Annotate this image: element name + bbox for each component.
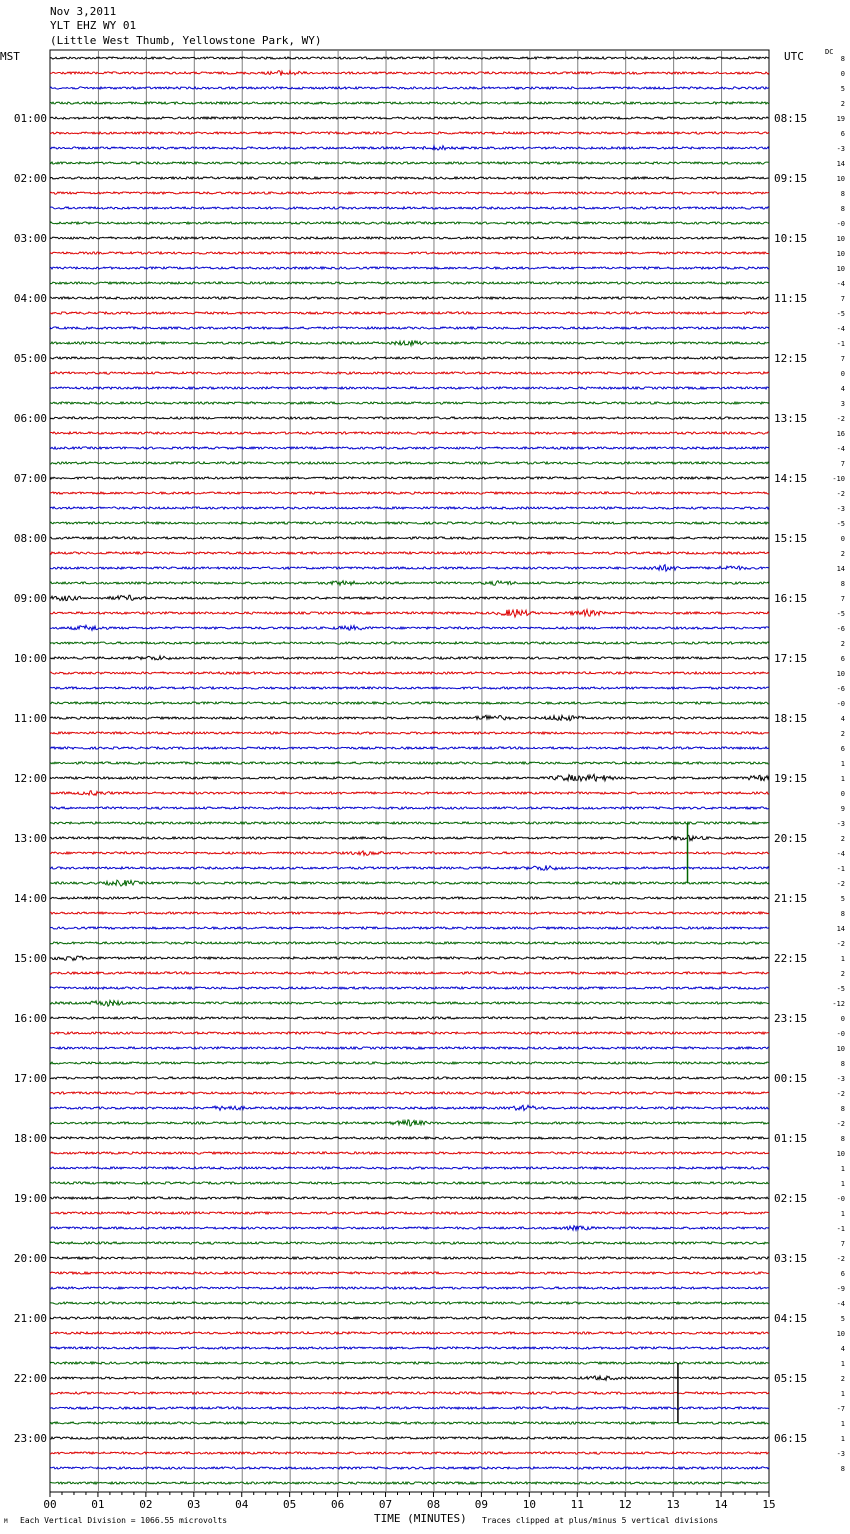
dc-offset-value: -4 bbox=[836, 850, 845, 858]
dc-offset-value: -2 bbox=[836, 415, 845, 423]
trace-row bbox=[50, 57, 769, 59]
trace-row bbox=[50, 327, 769, 329]
dc-offset-value: 2 bbox=[840, 730, 845, 738]
dc-offset-value: -4 bbox=[836, 445, 845, 453]
trace-row bbox=[50, 672, 769, 674]
dc-offset-value: 14 bbox=[836, 160, 845, 168]
trace-row bbox=[50, 447, 769, 449]
dc-offset-value: -6 bbox=[836, 685, 845, 693]
dc-offset-value: -0 bbox=[836, 220, 845, 228]
dc-offset-value: -4 bbox=[836, 1300, 845, 1308]
dc-offset-value: 9 bbox=[840, 805, 845, 813]
chart-location: (Little West Thumb, Yellowstone Park, WY) bbox=[50, 34, 322, 47]
dc-offset-value: -5 bbox=[836, 610, 845, 618]
mst-hour-label: 21:00 bbox=[13, 1312, 47, 1325]
trace-row bbox=[50, 732, 769, 734]
trace-row bbox=[50, 432, 769, 434]
mst-hour-label: 16:00 bbox=[13, 1012, 47, 1025]
mst-hour-label: 19:00 bbox=[13, 1192, 47, 1205]
dc-offset-value: 0 bbox=[840, 70, 845, 78]
trace-row bbox=[50, 625, 769, 630]
utc-hour-label: 23:15 bbox=[774, 1012, 808, 1025]
dc-offset-value: -10 bbox=[832, 475, 845, 483]
mst-hour-label: 09:00 bbox=[13, 592, 47, 605]
trace-row bbox=[50, 702, 769, 704]
x-tick-label: 04 bbox=[235, 1498, 249, 1511]
trace-row bbox=[50, 715, 769, 720]
trace-row bbox=[50, 387, 769, 389]
x-tick-label: 13 bbox=[666, 1498, 680, 1511]
dc-offset-value: 4 bbox=[840, 1345, 845, 1353]
trace-row bbox=[50, 762, 769, 764]
trace-row bbox=[50, 912, 769, 914]
trace-row bbox=[50, 1376, 769, 1380]
mst-hour-label: 14:00 bbox=[13, 892, 47, 905]
dc-offset-value: 0 bbox=[840, 370, 845, 378]
x-axis-title: TIME (MINUTES) bbox=[374, 1512, 467, 1525]
dc-offset-value: 4 bbox=[840, 715, 845, 723]
dc-offset-value: 10 bbox=[836, 1150, 845, 1158]
mst-hour-label: 22:00 bbox=[13, 1372, 47, 1385]
utc-hour-label: 19:15 bbox=[774, 772, 808, 785]
x-tick-label: 11 bbox=[570, 1498, 584, 1511]
dc-offset-value: -2 bbox=[836, 490, 845, 498]
trace-row bbox=[50, 552, 769, 554]
trace-row bbox=[50, 162, 769, 164]
dc-offset-value: 2 bbox=[840, 550, 845, 558]
trace-row bbox=[50, 1152, 769, 1154]
trace-row bbox=[50, 477, 769, 479]
dc-offset-value: -3 bbox=[836, 1450, 845, 1458]
dc-offset-value: -1 bbox=[836, 865, 845, 873]
trace-row bbox=[50, 522, 769, 524]
dc-offset-value: -5 bbox=[836, 520, 845, 528]
dc-offset-value: 1 bbox=[840, 1180, 845, 1188]
trace-row bbox=[50, 1392, 769, 1394]
trace-row bbox=[50, 747, 769, 749]
utc-hour-label: 18:15 bbox=[774, 712, 808, 725]
dc-offset-value: -5 bbox=[836, 310, 845, 318]
trace-row bbox=[50, 1017, 769, 1019]
dc-offset-value: -5 bbox=[836, 985, 845, 993]
mst-hour-label: 03:00 bbox=[13, 232, 47, 245]
trace-row bbox=[50, 1482, 769, 1484]
trace-row bbox=[50, 117, 769, 119]
trace-row bbox=[50, 132, 769, 134]
trace-row bbox=[50, 880, 769, 886]
trace-row bbox=[50, 1242, 769, 1244]
mst-hour-label: 23:00 bbox=[13, 1432, 47, 1445]
mst-hour-label: 15:00 bbox=[13, 952, 47, 965]
chart-station: YLT EHZ WY 01 bbox=[50, 19, 137, 32]
utc-hour-label: 16:15 bbox=[774, 592, 808, 605]
dc-offset-value: -2 bbox=[836, 1255, 845, 1263]
dc-offset-value: 0 bbox=[840, 790, 845, 798]
utc-hour-label: 12:15 bbox=[774, 352, 808, 365]
x-tick-label: 15 bbox=[762, 1498, 776, 1511]
trace-row bbox=[50, 1452, 769, 1454]
mst-hour-label: 10:00 bbox=[13, 652, 47, 665]
dc-offset-value: -3 bbox=[836, 1075, 845, 1083]
utc-hour-label: 10:15 bbox=[774, 232, 808, 245]
dc-offset-value: -2 bbox=[836, 1120, 845, 1128]
trace-row bbox=[50, 1407, 769, 1409]
dc-offset-value: 1 bbox=[840, 775, 845, 783]
chart-date: Nov 3,2011 bbox=[50, 5, 117, 18]
mst-axis-label: MST bbox=[0, 50, 20, 63]
dc-offset-value: 4 bbox=[840, 385, 845, 393]
dc-offset-value: 7 bbox=[840, 1240, 845, 1248]
trace-row bbox=[50, 774, 769, 781]
trace-row bbox=[50, 71, 769, 76]
x-tick-label: 01 bbox=[91, 1498, 105, 1511]
trace-row bbox=[50, 807, 769, 809]
trace-row bbox=[50, 252, 769, 254]
dc-offset-value: 8 bbox=[840, 1060, 845, 1068]
trace-row bbox=[50, 297, 769, 299]
x-tick-label: 03 bbox=[187, 1498, 201, 1511]
trace-row bbox=[50, 1226, 769, 1231]
trace-row bbox=[50, 1137, 769, 1139]
dc-offset-value: -0 bbox=[836, 700, 845, 708]
trace-row bbox=[50, 417, 769, 419]
dc-offset-value: 7 bbox=[840, 460, 845, 468]
mst-hour-label: 11:00 bbox=[13, 712, 47, 725]
dc-offset-value: 2 bbox=[840, 640, 845, 648]
trace-row bbox=[50, 237, 769, 239]
dc-offset-value: -3 bbox=[836, 820, 845, 828]
trace-row bbox=[50, 1317, 769, 1319]
utc-hour-label: 17:15 bbox=[774, 652, 808, 665]
dc-offset-value: 5 bbox=[840, 1315, 845, 1323]
trace-row bbox=[50, 192, 769, 194]
utc-hour-label: 05:15 bbox=[774, 1372, 808, 1385]
dc-offset-value: 1 bbox=[840, 1435, 845, 1443]
trace-row bbox=[50, 1272, 769, 1274]
trace-row bbox=[50, 87, 769, 89]
trace-row bbox=[50, 537, 769, 539]
mst-hour-label: 08:00 bbox=[13, 532, 47, 545]
trace-row bbox=[50, 102, 769, 104]
dc-offset-value: 14 bbox=[836, 565, 845, 573]
mst-hour-label: 06:00 bbox=[13, 412, 47, 425]
mst-hour-label: 01:00 bbox=[13, 112, 47, 125]
trace-row bbox=[50, 1047, 769, 1049]
dc-offset-value: 10 bbox=[836, 235, 845, 243]
mst-hour-label: 07:00 bbox=[13, 472, 47, 485]
dc-offset-value: 8 bbox=[840, 580, 845, 588]
x-tick-label: 05 bbox=[283, 1498, 297, 1511]
utc-hour-label: 21:15 bbox=[774, 892, 808, 905]
dc-offset-value: 10 bbox=[836, 250, 845, 258]
trace-row bbox=[50, 1347, 769, 1349]
x-tick-label: 10 bbox=[522, 1498, 536, 1511]
dc-offset-value: 6 bbox=[840, 1270, 845, 1278]
trace-row bbox=[50, 1422, 769, 1424]
trace-row bbox=[50, 207, 769, 209]
dc-offset-value: 1 bbox=[840, 1420, 845, 1428]
utc-hour-label: 01:15 bbox=[774, 1132, 808, 1145]
trace-row bbox=[50, 340, 769, 345]
dc-offset-value: 1 bbox=[840, 1390, 845, 1398]
utc-hour-label: 09:15 bbox=[774, 172, 808, 185]
trace-row bbox=[50, 927, 769, 929]
trace-row bbox=[50, 687, 769, 689]
dc-offset-value: -4 bbox=[836, 325, 845, 333]
utc-hour-label: 15:15 bbox=[774, 532, 808, 545]
dc-offset-value: 1 bbox=[840, 760, 845, 768]
trace-row bbox=[50, 642, 769, 644]
trace-row bbox=[50, 897, 769, 899]
dc-offset-value: 8 bbox=[840, 1135, 845, 1143]
trace-row bbox=[50, 1362, 769, 1364]
mst-hour-label: 04:00 bbox=[13, 292, 47, 305]
dc-offset-value: 1 bbox=[840, 1210, 845, 1218]
trace-row bbox=[50, 581, 769, 585]
trace-row bbox=[50, 177, 769, 179]
dc-offset-value: 7 bbox=[840, 595, 845, 603]
dc-offset-value: 6 bbox=[840, 130, 845, 138]
dc-offset-value: 2 bbox=[840, 835, 845, 843]
trace-row bbox=[50, 972, 769, 974]
dc-offset-value: 10 bbox=[836, 1330, 845, 1338]
x-tick-label: 14 bbox=[714, 1498, 728, 1511]
trace-row bbox=[50, 312, 769, 314]
dc-offset-value: 1 bbox=[840, 955, 845, 963]
trace-row bbox=[50, 222, 769, 224]
dc-offset-value: 10 bbox=[836, 265, 845, 273]
dc-offset-value: -6 bbox=[836, 625, 845, 633]
dc-offset-value: 8 bbox=[840, 190, 845, 198]
trace-row bbox=[50, 1062, 769, 1064]
dc-offset-value: -12 bbox=[832, 1000, 845, 1008]
footer-scale-note: Each Vertical Division = 1066.55 microvolts bbox=[20, 1516, 228, 1525]
plot-frame bbox=[50, 50, 769, 1492]
dc-offset-value: 0 bbox=[840, 535, 845, 543]
utc-hour-label: 06:15 bbox=[774, 1432, 808, 1445]
dc-offset-value: 10 bbox=[836, 1045, 845, 1053]
trace-row bbox=[50, 372, 769, 374]
dc-offset-value: -7 bbox=[836, 1405, 845, 1413]
x-tick-label: 07 bbox=[378, 1498, 393, 1511]
trace-row bbox=[50, 942, 769, 944]
dc-offset-value: 2 bbox=[840, 100, 845, 108]
dc-offset-value: -1 bbox=[836, 1225, 845, 1233]
dc-offset-value: 10 bbox=[836, 175, 845, 183]
x-tick-label: 02 bbox=[139, 1498, 153, 1511]
dc-offset-value: -0 bbox=[836, 1030, 845, 1038]
dc-offset-value: -3 bbox=[836, 145, 845, 153]
mst-hour-label: 02:00 bbox=[13, 172, 47, 185]
utc-hour-label: 02:15 bbox=[774, 1192, 808, 1205]
dc-offset-value: -3 bbox=[836, 505, 845, 513]
dc-offset-value: 14 bbox=[836, 925, 845, 933]
trace-row bbox=[50, 1092, 769, 1094]
dc-offset-value: -1 bbox=[836, 340, 845, 348]
trace-row bbox=[50, 1287, 769, 1289]
trace-row bbox=[50, 462, 769, 464]
dc-column-label: DC bbox=[825, 48, 834, 56]
utc-hour-label: 03:15 bbox=[774, 1252, 808, 1265]
dc-offset-value: 7 bbox=[840, 295, 845, 303]
dc-offset-value: 6 bbox=[840, 655, 845, 663]
dc-offset-value: 8 bbox=[840, 205, 845, 213]
dc-offset-value: 8 bbox=[840, 55, 845, 63]
dc-offset-value: 2 bbox=[840, 970, 845, 978]
dc-offset-value: 2 bbox=[840, 1375, 845, 1383]
dc-offset-value: -9 bbox=[836, 1285, 845, 1293]
trace-row bbox=[50, 565, 769, 572]
dc-offset-value: 8 bbox=[840, 910, 845, 918]
trace-row bbox=[50, 357, 769, 359]
x-tick-label: 09 bbox=[474, 1498, 489, 1511]
dc-offset-value: 5 bbox=[840, 85, 845, 93]
trace-row bbox=[50, 851, 769, 856]
dc-offset-value: 19 bbox=[836, 115, 845, 123]
footer-clip-note: Traces clipped at plus/minus 5 vertical divisions bbox=[482, 1516, 719, 1525]
utc-hour-label: 14:15 bbox=[774, 472, 808, 485]
x-tick-label: 06 bbox=[330, 1498, 345, 1511]
dc-offset-value: 16 bbox=[836, 430, 845, 438]
x-tick-label: 00 bbox=[43, 1498, 57, 1511]
mst-hour-label: 12:00 bbox=[13, 772, 47, 785]
mst-hour-label: 18:00 bbox=[13, 1132, 47, 1145]
dc-offset-value: -0 bbox=[836, 1195, 845, 1203]
dc-offset-value: 0 bbox=[840, 1015, 845, 1023]
utc-hour-label: 04:15 bbox=[774, 1312, 808, 1325]
trace-row bbox=[50, 865, 769, 870]
trace-row bbox=[50, 402, 769, 404]
trace-row bbox=[50, 1182, 769, 1184]
x-tick-label: 12 bbox=[618, 1498, 632, 1511]
dc-offset-value: 8 bbox=[840, 1105, 845, 1113]
trace-row bbox=[50, 1167, 769, 1169]
dc-offset-value: 3 bbox=[840, 400, 845, 408]
dc-offset-value: 10 bbox=[836, 670, 845, 678]
trace-row bbox=[50, 1120, 769, 1126]
trace-row bbox=[50, 282, 769, 284]
dc-offset-value: 1 bbox=[840, 1165, 845, 1173]
trace-row bbox=[50, 1105, 769, 1110]
utc-hour-label: 22:15 bbox=[774, 952, 808, 965]
dc-offset-value: -2 bbox=[836, 940, 845, 948]
utc-hour-label: 08:15 bbox=[774, 112, 808, 125]
trace-row bbox=[50, 835, 769, 840]
trace-row bbox=[50, 492, 769, 494]
trace-row bbox=[50, 1332, 769, 1334]
trace-row bbox=[50, 1437, 769, 1439]
dc-offset-value: -4 bbox=[836, 280, 845, 288]
mst-hour-label: 20:00 bbox=[13, 1252, 47, 1265]
dc-offset-value: 8 bbox=[840, 1465, 845, 1473]
footer-mark: M bbox=[4, 1518, 8, 1525]
trace-row bbox=[50, 1467, 769, 1469]
utc-hour-label: 00:15 bbox=[774, 1072, 808, 1085]
trace-row bbox=[50, 1302, 769, 1304]
mst-hour-label: 05:00 bbox=[13, 352, 47, 365]
dc-offset-value: -2 bbox=[836, 880, 845, 888]
utc-axis-label: UTC bbox=[784, 50, 804, 63]
trace-row bbox=[50, 1197, 769, 1199]
trace-row bbox=[50, 1077, 769, 1079]
trace-row bbox=[50, 609, 769, 617]
utc-hour-label: 11:15 bbox=[774, 292, 808, 305]
trace-row bbox=[50, 1212, 769, 1214]
mst-hour-label: 13:00 bbox=[13, 832, 47, 845]
utc-hour-label: 20:15 bbox=[774, 832, 808, 845]
trace-row bbox=[50, 1000, 769, 1006]
trace-row bbox=[50, 656, 769, 660]
utc-hour-label: 13:15 bbox=[774, 412, 808, 425]
trace-row bbox=[50, 146, 769, 150]
trace-row bbox=[50, 1032, 769, 1034]
trace-row bbox=[50, 267, 769, 269]
trace-row bbox=[50, 1257, 769, 1259]
dc-offset-value: 1 bbox=[840, 1360, 845, 1368]
trace-row bbox=[50, 987, 769, 989]
dc-offset-value: 5 bbox=[840, 895, 845, 903]
trace-row bbox=[50, 956, 769, 960]
dc-offset-value: 6 bbox=[840, 745, 845, 753]
trace-row bbox=[50, 791, 769, 796]
dc-offset-value: -2 bbox=[836, 1090, 845, 1098]
dc-offset-value: 7 bbox=[840, 355, 845, 363]
trace-row bbox=[50, 822, 769, 824]
trace-row bbox=[50, 595, 769, 600]
mst-hour-label: 17:00 bbox=[13, 1072, 47, 1085]
trace-row bbox=[50, 507, 769, 509]
x-tick-label: 08 bbox=[426, 1498, 441, 1511]
